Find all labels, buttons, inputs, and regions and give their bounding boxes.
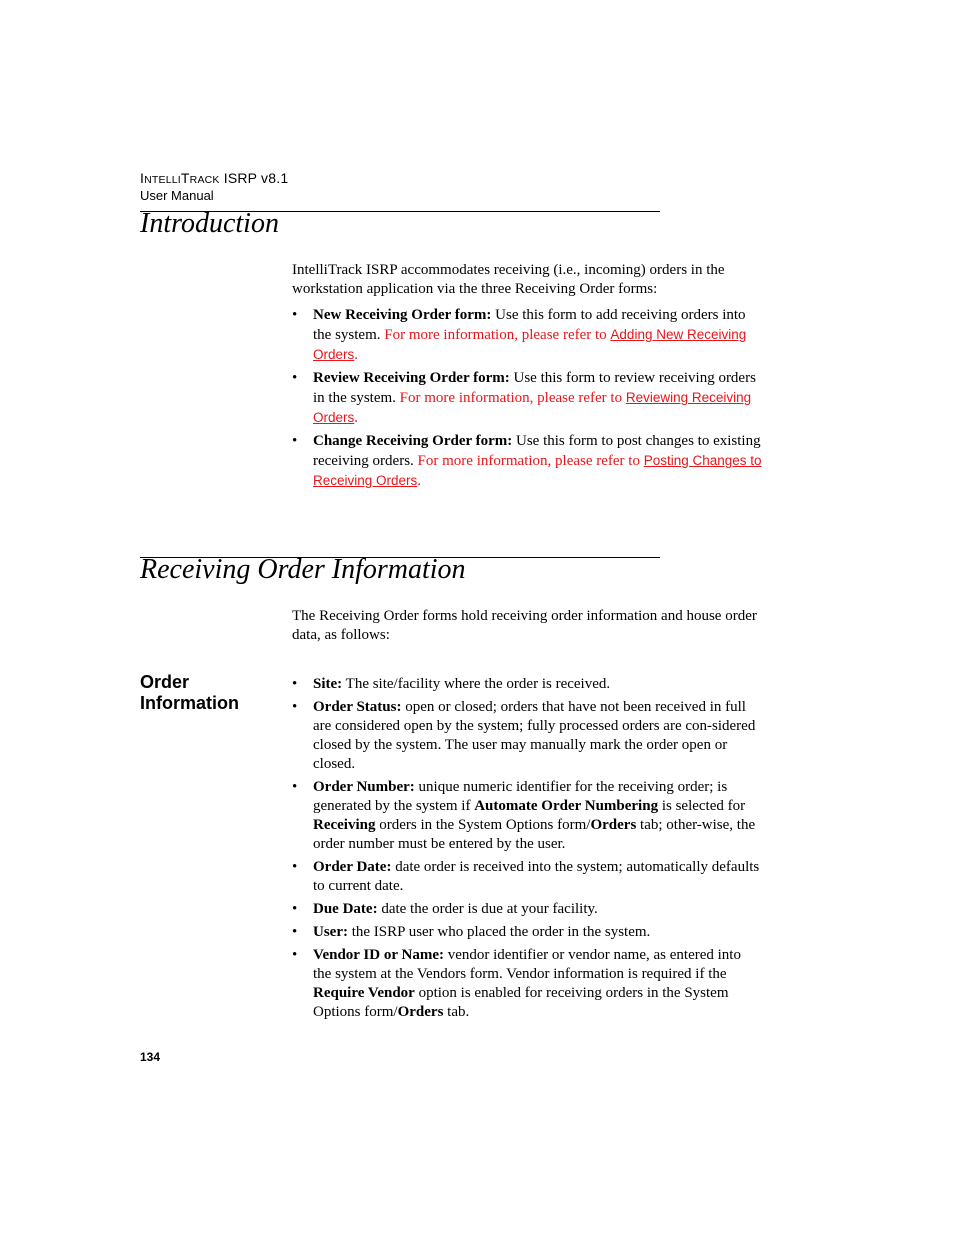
product-version: ISRP v8.1 xyxy=(219,170,289,186)
product-cap-1: I xyxy=(140,170,145,186)
desc-order-number-3: orders in the System Options form/ xyxy=(375,817,591,833)
order-information-body xyxy=(292,675,762,1026)
term-new-form: New Receiving Order form: xyxy=(313,307,492,323)
list-item-order-number xyxy=(292,778,762,854)
bold-orders: Orders xyxy=(590,817,637,833)
ref-end: . xyxy=(417,473,422,489)
list-item-site xyxy=(292,675,762,694)
running-header-manual: User Manual xyxy=(140,188,214,203)
term-user: User: xyxy=(313,924,348,940)
bullet: • xyxy=(292,924,298,940)
desc-user: the ISRP user who placed the order in the system. xyxy=(347,924,651,940)
term-due-date: Due Date: xyxy=(313,901,378,917)
desc-review-form: Use this form to review receiving orders in the system. xyxy=(313,370,756,406)
term-change-form: Change Receiving Order form: xyxy=(313,433,513,449)
bullet: • xyxy=(292,901,298,917)
receiving-forms-list xyxy=(292,306,762,491)
bold-require-vendor: Require Vendor xyxy=(313,985,415,1001)
desc-order-status: open or closed; orders that have not been received in full are considered open by the system; fully processed orders are con-sidered closed by the system. The user may manually mark the order open or closed. xyxy=(313,699,756,772)
list-item-new-form xyxy=(292,306,762,365)
bullet: • xyxy=(292,859,298,875)
bullet: • xyxy=(292,947,298,963)
term-order-number: Order Number: xyxy=(313,779,415,795)
bold-orders: Orders xyxy=(397,1004,444,1020)
bold-receiving: Receiving xyxy=(313,817,376,833)
desc-due-date: date the order is due at your facility. xyxy=(377,901,598,917)
list-item-user xyxy=(292,923,762,942)
desc-order-number-4: tab; other-wise, the order number must be entered by the user. xyxy=(313,817,756,852)
ref-end: . xyxy=(354,347,359,363)
link-adding-new-receiving-orders[interactable]: Adding New Receiving Orders xyxy=(313,327,747,362)
list-item-due-date xyxy=(292,900,762,919)
link-posting-changes-to-receiving-orders[interactable]: Posting Changes to Receiving Orders xyxy=(313,453,762,488)
introduction-body xyxy=(292,261,762,495)
desc-order-number-1: unique numeric identifier for the receiving order; is generated by the system if xyxy=(313,779,728,814)
heading-receiving-order-information: Receiving Order Information xyxy=(140,554,466,585)
list-item-order-status xyxy=(292,698,762,774)
desc-order-date: date order is received into the system; automatically defaults to current date. xyxy=(313,859,760,894)
bullet: • xyxy=(292,779,298,795)
bullet: • xyxy=(292,433,298,449)
term-vendor: Vendor ID or Name: xyxy=(313,947,444,963)
bullet: • xyxy=(292,699,298,715)
desc-vendor-2: option is enabled for receiving orders in the System Options form/ xyxy=(313,985,729,1020)
desc-change-form: Use this form to post changes to existing receiving orders. xyxy=(313,433,761,469)
ref-end: . xyxy=(354,410,359,426)
term-site: Site: xyxy=(313,676,343,692)
ref-text-review-form: For more information, please refer to xyxy=(399,390,626,406)
subheading-order-information: Order Information xyxy=(140,672,239,713)
introduction-paragraph: IntelliTrack ISRP accommodates receiving (i.e., incoming) orders in the workstation application via the three Receiving Order forms: xyxy=(292,262,725,297)
list-item-change-form xyxy=(292,432,762,491)
desc-site: The site/facility where the order is received. xyxy=(342,676,611,692)
term-order-date: Order Date: xyxy=(313,859,392,875)
product-smallcaps-2: RACK xyxy=(189,174,220,186)
product-cap-2: T xyxy=(180,170,190,186)
heading-introduction: Introduction xyxy=(140,208,279,239)
list-item-order-date xyxy=(292,858,762,896)
desc-vendor-1: vendor identifier or vendor name, as entered into the system at the Vendors form. Vendor information is required if the xyxy=(313,947,741,982)
bullet: • xyxy=(292,370,298,386)
bullet: • xyxy=(292,676,298,692)
ref-text-change-form: For more information, please refer to xyxy=(417,453,644,469)
link-reviewing-receiving-orders[interactable]: Reviewing Receiving Orders xyxy=(313,390,752,425)
receiving-order-paragraph: The Receiving Order forms hold receiving order information and house order data, as follows: xyxy=(292,608,757,643)
bold-automate-order-numbering: Automate Order Numbering xyxy=(474,798,659,814)
desc-order-number-2: is selected for xyxy=(658,798,746,814)
product-smallcaps-1: NTELLI xyxy=(144,174,181,186)
order-fields-list xyxy=(292,675,762,1022)
desc-new-form: Use this form to add receiving orders into the system. xyxy=(313,307,746,343)
ref-text-new-form: For more information, please refer to xyxy=(384,327,611,343)
running-header-product xyxy=(140,170,288,186)
desc-vendor-3: tab. xyxy=(443,1004,470,1020)
list-item-vendor xyxy=(292,946,762,1022)
page-number: 134 xyxy=(140,1050,161,1064)
bullet: • xyxy=(292,307,298,323)
term-review-form: Review Receiving Order form: xyxy=(313,370,510,386)
list-item-review-form xyxy=(292,369,762,428)
term-order-status: Order Status: xyxy=(313,699,402,715)
